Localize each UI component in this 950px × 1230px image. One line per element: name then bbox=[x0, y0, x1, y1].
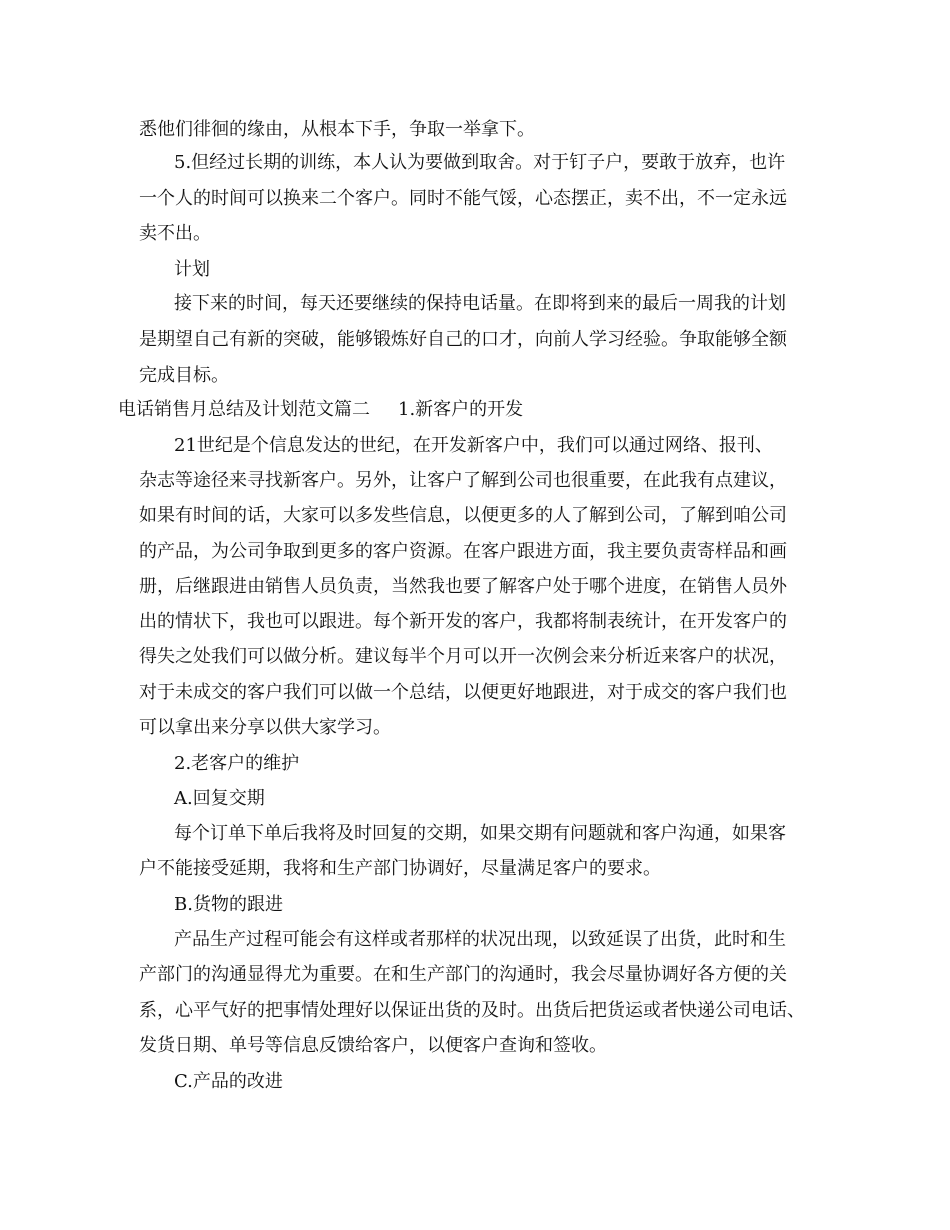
item-heading: B.货物的跟进 bbox=[174, 894, 283, 915]
paragraph-line: 接下来的时间，每天还要继续的保持电话量。在即将到来的最后一周我的计划 bbox=[174, 293, 786, 314]
paragraph-line: 产品生产过程可能会有这样或者那样的状况出现，以致延误了出货，此时和生 bbox=[174, 929, 786, 950]
paragraph-line: 5.但经过长期的训练，本人认为要做到取舍。对于钉子户，要敢于放弃，也许 bbox=[174, 152, 786, 173]
paragraph-line: 产部门的沟通显得尤为重要。在和生产部门的沟通时，我会尽量协调好各方便的关 bbox=[139, 964, 787, 985]
paragraph-line: 出的情状下，我也可以跟进。每个新开发的客户，我都将制表统计，在开发客户的 bbox=[139, 611, 787, 632]
article-title: 电话销售月总结及计划范文篇二 bbox=[118, 399, 370, 420]
paragraph-line: 每个订单下单后我将及时回复的交期，如果交期有问题就和客户沟通，如果客 bbox=[174, 823, 786, 844]
paragraph-line: 发货日期、单号等信息反馈给客户，以便客户查询和签收。 bbox=[139, 1035, 607, 1056]
paragraph-line: 对于未成交的客户我们可以做一个总结，以便更好地跟进，对于成交的客户我们也 bbox=[139, 682, 787, 703]
paragraph-line: 杂志等途径来寻找新客户。另外，让客户了解到公司也很重要，在此我有点建议， bbox=[139, 470, 787, 491]
section-heading: 计划 bbox=[174, 259, 210, 280]
subsection-heading: 2.老客户的维护 bbox=[174, 753, 300, 774]
paragraph-line: 户不能接受延期，我将和生产部门协调好，尽量满足客户的要求。 bbox=[139, 858, 661, 879]
paragraph-line: 一个人的时间可以换来二个客户。同时不能气馁，心态摆正，卖不出，不一定永远 bbox=[139, 188, 787, 209]
paragraph-line: 册，后继跟进由销售人员负责，当然我也要了解客户处于哪个进度，在销售人员外 bbox=[139, 576, 787, 597]
paragraph-line: 系，心平气好的把事情处理好以保证出货的及时。出货后把货运或者快递公司电话、 bbox=[139, 1000, 805, 1021]
paragraph-line: 得失之处我们可以做分析。建议每半个月可以开一次例会来分析近来客户的状况， bbox=[139, 646, 787, 667]
paragraph-line: 如果有时间的话，大家可以多发些信息，以便更多的人了解到公司，了解到咱公司 bbox=[139, 505, 787, 526]
item-heading: A.回复交期 bbox=[174, 788, 265, 809]
subsection-heading: 1.新客户的开发 bbox=[398, 399, 524, 420]
paragraph-line: 可以拿出来分享以供大家学习。 bbox=[139, 717, 391, 738]
article-title-line bbox=[118, 398, 523, 422]
paragraph-line: 21世纪是个信息发达的世纪，在开发新客户中，我们可以通过网络、报刊、 bbox=[174, 435, 773, 456]
paragraph-line: 的产品，为公司争取到更多的客户资源。在客户跟进方面，我主要负责寄样品和画 bbox=[139, 541, 787, 562]
item-heading: C.产品的改进 bbox=[174, 1071, 283, 1092]
paragraph-line: 完成目标。 bbox=[139, 365, 229, 386]
paragraph-line: 是期望自己有新的突破，能够锻炼好自己的口才，向前人学习经验。争取能够全额 bbox=[139, 329, 787, 350]
paragraph-line: 卖不出。 bbox=[139, 223, 211, 244]
paragraph-line: 悉他们徘徊的缘由，从根本下手，争取一举拿下。 bbox=[139, 119, 535, 140]
